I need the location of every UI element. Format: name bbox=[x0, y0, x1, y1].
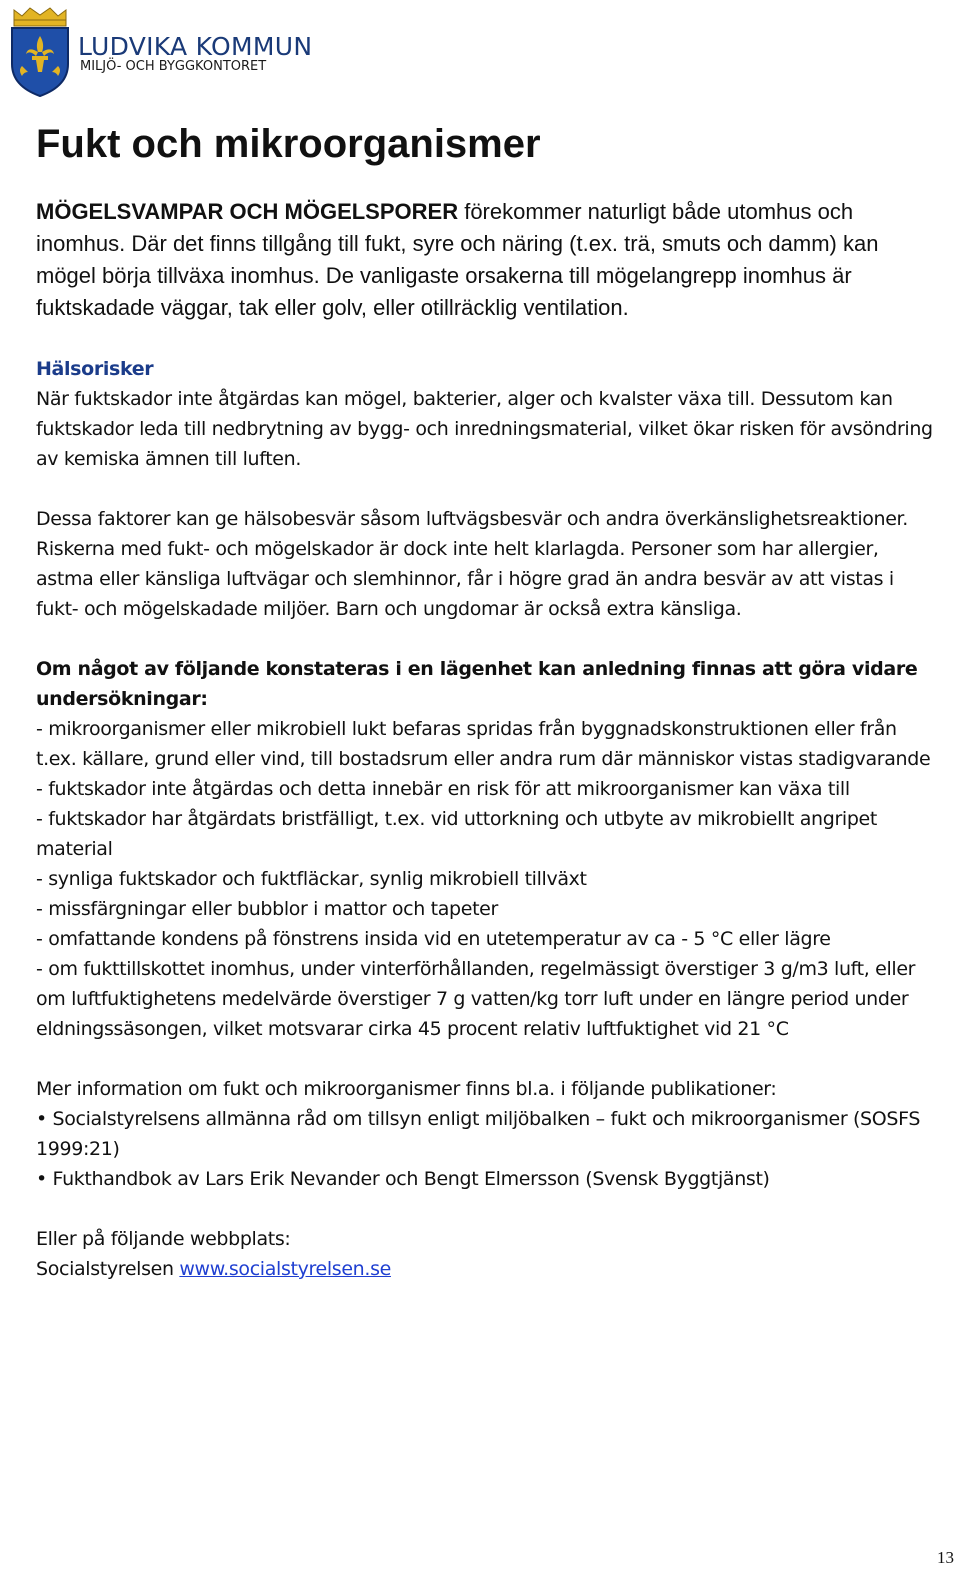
page-number: 13 bbox=[937, 1548, 954, 1567]
publication-item: • Fukthandbok av Lars Erik Nevander och Bengt Elmersson (Svensk Byggtjänst) bbox=[36, 1168, 770, 1190]
health-paragraph-2: Dessa faktorer kan ge hälsobesvär såsom luftvägsbesvär och andra överkänslighetsreaktioner. Riskerna med fukt- och mögelskador är dock inte helt klarlagda. Personer som har allergier, astma eller känsliga luftvägar och slemhinnor, får i högre grad än andra besvär av att vistas i fukt- och mögelskadade miljöer. Barn och ungdomar är också extra känsliga. bbox=[36, 508, 908, 620]
intro-paragraph bbox=[36, 196, 941, 324]
municipality-crest-icon bbox=[8, 6, 72, 98]
investigation-item: - missfärgningar eller bubblor i mattor och tapeter bbox=[36, 898, 498, 920]
document-body bbox=[36, 118, 941, 1284]
publication-item: • Socialstyrelsens allmänna råd om tillsyn enligt miljöbalken – fukt och mikroorganismer (SOSFS 1999:21) bbox=[36, 1108, 921, 1160]
more-info-intro: Mer information om fukt och mikroorganismer finns bl.a. i följande publikationer: bbox=[36, 1078, 777, 1100]
page-title: Fukt och mikroorganismer bbox=[36, 122, 541, 166]
website-intro: Eller på följande webbplats: bbox=[36, 1228, 291, 1250]
investigation-heading: Om något av följande konstateras i en lägenhet kan anledning finnas att göra vidare undersökningar: bbox=[36, 658, 918, 710]
intro-lead: MÖGELSVAMPAR OCH MÖGELSPORER bbox=[36, 199, 459, 224]
investigation-item: - fuktskador har åtgärdats bristfälligt, t.ex. vid uttorkning och utbyte av mikrobiellt angripet material bbox=[36, 808, 877, 860]
page-header bbox=[8, 6, 348, 98]
investigation-item: - omfattande kondens på fönstrens insida vid en utetemperatur av ca - 5 °C eller lägre bbox=[36, 928, 831, 950]
investigation-item: - mikroorganismer eller mikrobiell lukt befaras spridas från byggnadskonstruktionen eller från t.ex. källare, grund eller vind, till bostadsrum eller andra rum där människor vistas stadigvarande bbox=[36, 718, 931, 770]
org-name: LUDVIKA KOMMUN bbox=[78, 32, 313, 61]
investigation-item: - synliga fuktskador och fuktfläckar, synlig mikrobiell tillväxt bbox=[36, 868, 587, 890]
org-department: MILJÖ- OCH BYGGKONTORET bbox=[80, 59, 267, 74]
socialstyrelsen-link[interactable]: www.socialstyrelsen.se bbox=[179, 1258, 391, 1280]
investigation-item: - om fukttillskottet inomhus, under vinterförhållanden, regelmässigt överstiger 3 g/m3 luft, eller om luftfuktighetens medelvärde överstiger 7 g vatten/kg torr luft under en längre period under eldningssäsongen, vilket motsvarar cirka 45 procent relativ luftfuktighet vid 21 °C bbox=[36, 958, 916, 1040]
website-label: Socialstyrelsen bbox=[36, 1258, 180, 1280]
website-line bbox=[36, 1254, 941, 1284]
health-paragraph-1: När fuktskador inte åtgärdas kan mögel, bakterier, alger och kvalster växa till. Dessutom kan fuktskador leda till nedbrytning av bygg- och inredningsmaterial, vilket ökar risken för avsöndring av kemiska ämnen till luften. bbox=[36, 388, 933, 470]
investigation-item: - fuktskador inte åtgärdas och detta innebär en risk för att mikroorganismer kan växa till bbox=[36, 778, 850, 800]
intro-text: förekommer naturligt både utomhus och inomhus. Där det finns tillgång till fukt, syre och näring (t.ex. trä, smuts och damm) kan mögel börja tillväxa inomhus. De vanligaste orsakerna till mögelangrepp inomhus är fuktskadade väggar, tak eller golv, eller otillräcklig ventilation. bbox=[36, 199, 879, 320]
health-heading: Hälsorisker bbox=[36, 358, 154, 380]
main-body bbox=[36, 354, 941, 1284]
